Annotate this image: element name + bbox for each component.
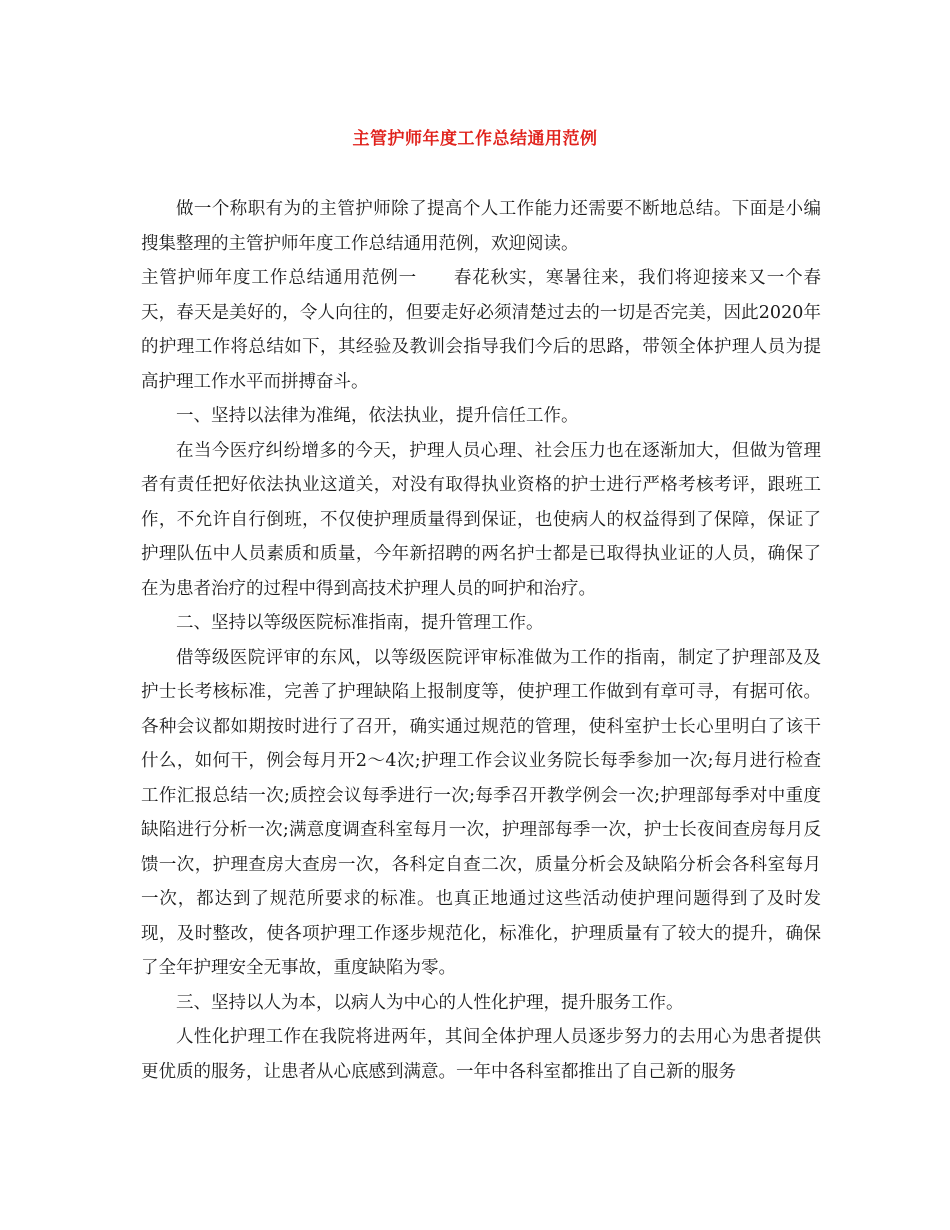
heading-one: 一、坚持以法律为准绳，依法执业，提升信任工作。 [176,406,579,426]
document-title: 主管护师年度工作总结通用范例 [352,129,598,149]
intro-paragraph: 做一个称职有为的主管护师除了提高个人工作能力还需要不断地总结。下面是小编搜集整理的主管护师年度工作总结通用范例，欢迎阅读。 [141,199,821,254]
body-paragraph-one: 在当今医疗纠纷增多的今天，护理人员心理、社会压力也在逐渐加大，但做为管理者有责任把好依法执业这道关，对没有取得执业资格的护士进行严格考核考评，跟班工作，不允许自行倒班，不仅使护理质量得到保证，也使病人的权益得到了保障，保证了护理队伍中人员素质和质量，今年新招聘的两名护士都是已取得执业证的人员，确保了在为患者治疗的过程中得到高技术护理人员的呵护和治疗。 [141,440,821,599]
body-paragraph-two: 借等级医院评审的东风，以等级医院评审标准做为工作的指南，制定了护理部及及护士长考核标准，完善了护理缺陷上报制度等，使护理工作做到有章可寻，有据可依。各种会议都如期按时进行了召开，确实通过规范的管理，使科室护士长心里明白了该干什么，如何干，例会每月开2～4次;护理工作会议业务院长每季参加一次;每月进行检查工作汇报总结一次;质控会议每季进行一次;每季召开教学例会一次;护理部每季对中重度缺陷进行分析一次;满意度调查科室每月一次，护理部每季一次，护士长夜间查房每月反馈一次，护理查房大查房一次，各科定自查二次，质量分析会及缺陷分析会各科室每月一次，都达到了规范所要求的标准。也真正地通过这些活动使护理问题得到了及时发现，及时整改，使各项护理工作逐步规范化，标准化，护理质量有了较大的提升，确保了全年护理安全无事故，重度缺陷为零。 [141,647,821,978]
document-body [141,192,821,1089]
section-intro-paragraph: 主管护师年度工作总结通用范例一 春花秋实，寒暑往来，我们将迎接来又一个春天，春天是美好的，令人向往的，但要走好必须清楚过去的一切是否完美，因此2020年的护理工作将总结如下，其经验及教训会指导我们今后的思路，带领全体护理人员为提高护理工作水平而拼搏奋斗。 [141,268,821,392]
heading-two: 二、坚持以等级医院标准指南，提升管理工作。 [176,613,544,633]
body-paragraph-three: 人性化护理工作在我院将进两年，其间全体护理人员逐步努力的去用心为患者提供更优质的服务，让患者从心底感到满意。一年中各科室都推出了自己新的服务 [141,1027,821,1082]
heading-three: 三、坚持以人为本，以病人为中心的人性化护理，提升服务工作。 [176,992,684,1013]
